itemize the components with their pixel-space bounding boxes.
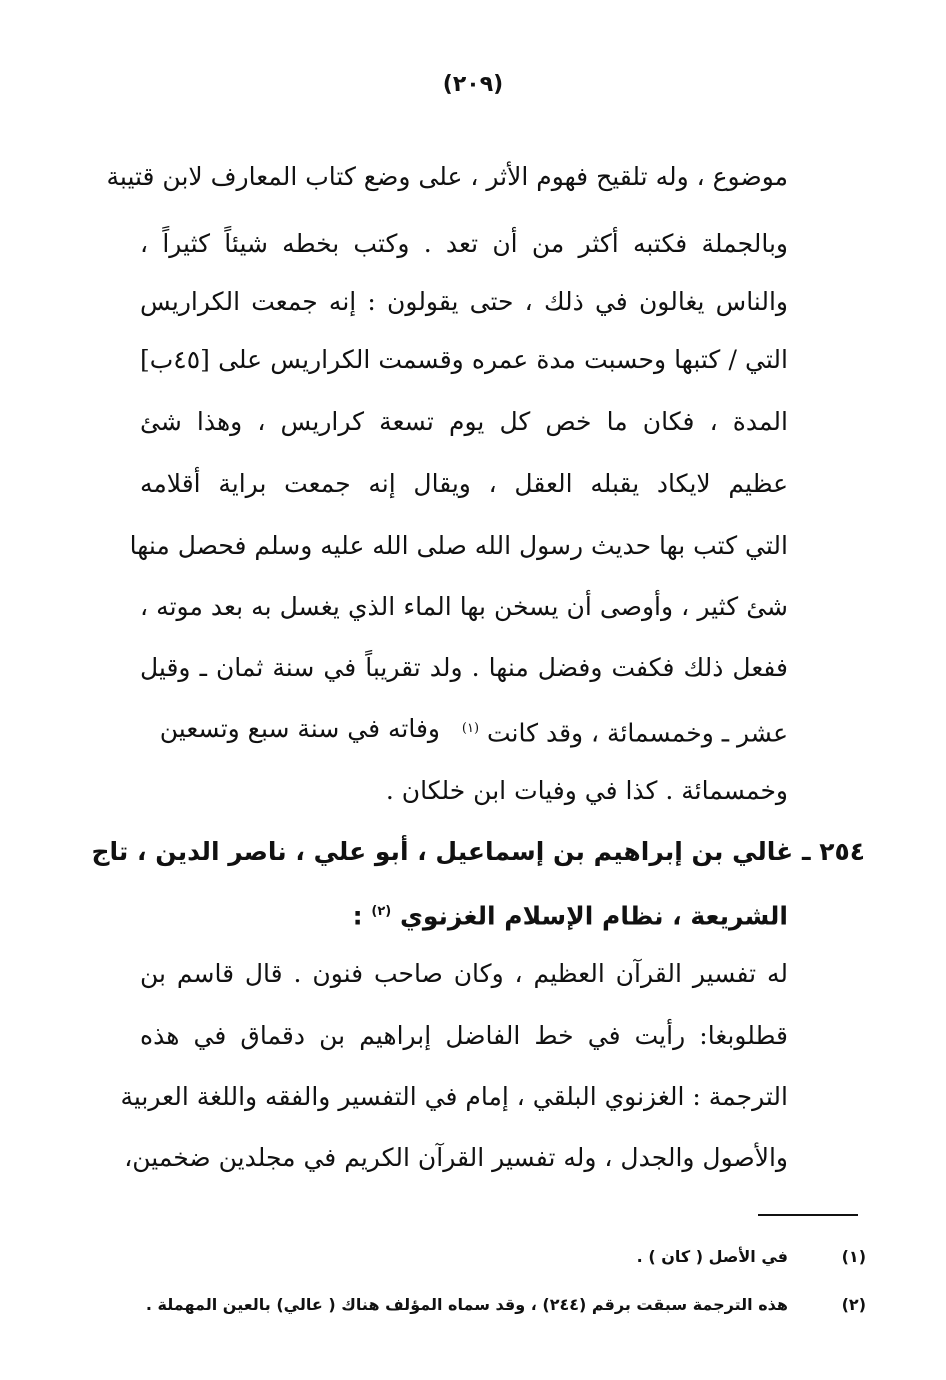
- entry-line-2: قطلوبغا: رأيت في خط الفاضل إبراهيم بن دقماق في هذه: [140, 1021, 788, 1050]
- body-line-10a: [461, 712, 788, 750]
- entry-heading-line-1: ٢٥٤ ـ غالي بن إبراهيم بن إسماعيل ، أبو علي ، ناصر الدين ، تاج: [91, 837, 865, 866]
- body-line-5: المدة ، فكان ما خص كل يوم تسعة كراريس ، وهذا شئ: [140, 407, 788, 436]
- body-line-4: التي / كتبها وحسبت مدة عمره وقسمت الكراريس على [٤٥ب]: [140, 345, 788, 374]
- entry-heading-name: الشريعة ، نظام الإسلام الغزنوي: [399, 901, 788, 931]
- body-line-8: شئ كثير ، وأوصى أن يسخن بها الماء الذي يغسل به بعد موته ،: [140, 592, 788, 621]
- body-line-1: موضوع ، وله تلقيح فهوم الأثر ، على وضع كتاب المعارف لابن قتيبة: [106, 162, 788, 191]
- body-line-6: عظيم لايكاد يقبله العقل ، ويقال إنه جمعت براية أقلامه: [140, 469, 788, 498]
- body-line-10b: وفاته في سنة سبع وتسعين: [159, 714, 440, 743]
- footnote-separator: [758, 1214, 858, 1216]
- body-line-3: والناس يغالون في ذلك ، حتى يقولون : إنه جمعت الكراريس: [140, 287, 788, 316]
- entry-line-4: والأصول والجدل ، وله تفسير القرآن الكريم في مجلدين ضخمين،: [124, 1143, 788, 1172]
- body-line-2: وبالجملة فكتبه أكثر من أن تعد . وكتب بخطه شيئاً كثيراً ،: [140, 229, 788, 258]
- entry-line-3: الترجمة : الغزنوي البلقي ، إمام في التفسير والفقه واللغة العربية: [120, 1082, 788, 1111]
- footnote-2-number: (٢): [841, 1295, 866, 1314]
- body-line-9: ففعل ذلك فكفت وفضل منها . ولد تقريباً في سنة ثمان ـ وقيل: [140, 653, 788, 682]
- footnote-ref-2: (٢): [371, 904, 392, 919]
- footnote-ref-1: (١): [461, 721, 480, 736]
- entry-heading-colon: :: [352, 901, 363, 931]
- entry-heading-line-2: [352, 895, 788, 933]
- entry-line-1: له تفسير القرآن العظيم ، وكان صاحب فنون . قال قاسم بن: [140, 959, 788, 988]
- body-line-11: وخمسمائة . كذا في وفيات ابن خلكان .: [385, 776, 788, 805]
- page-number: (٢٠٩): [442, 72, 504, 97]
- body-line-7: التي كتب بها حديث رسول الله صلى الله عليه وسلم فحصل منها: [129, 531, 788, 560]
- footnote-1-text: في الأصل ( كان ) .: [636, 1247, 788, 1266]
- body-line-10-start: عشر ـ وخمسمائة ، وقد كانت: [486, 718, 788, 748]
- footnote-1-number: (١): [841, 1247, 866, 1266]
- footnote-2-text: هذه الترجمة سبقت برقم (٢٤٤) ، وقد سماه المؤلف هناك ( عالي) بالعين المهملة .: [145, 1295, 788, 1314]
